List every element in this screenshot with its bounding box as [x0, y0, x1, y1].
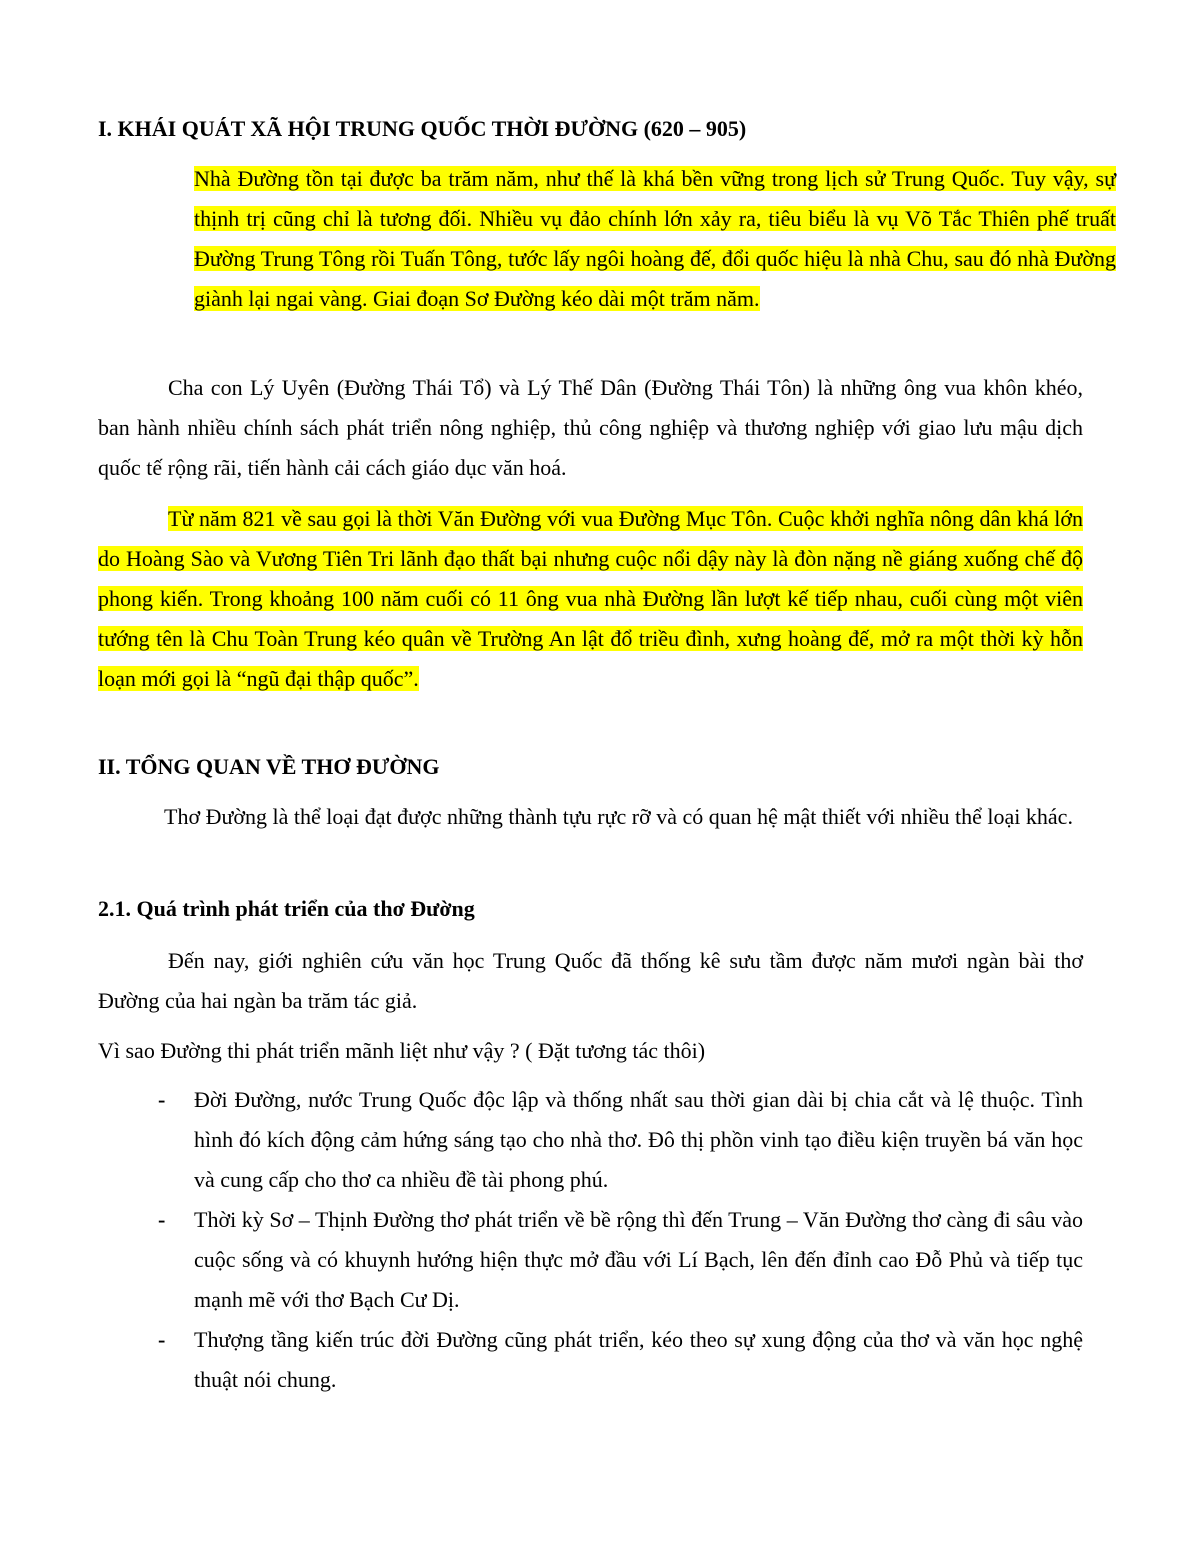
dash-bullet-icon: - — [158, 1207, 166, 1232]
list-item-text: Thượng tầng kiến trúc đời Đường cũng phát triển, kéo theo sự xung động của thơ và văn học nghệ thuật nói chung. — [194, 1327, 1083, 1392]
section2-heading: II. TỔNG QUAN VỀ THƠ ĐƯỜNG — [98, 754, 440, 779]
dash-bullet-icon: - — [158, 1327, 166, 1352]
subsection-2-1-paragraph: Đến nay, giới nghiên cứu văn học Trung Quốc đã thống kê sưu tầm được năm mươi ngàn bài thơ Đường của hai ngàn ba trăm tác giả. — [98, 948, 1083, 1013]
highlighted-text: Từ năm 821 về sau gọi là thời Văn Đường với vua Đường Mục Tôn. Cuộc khởi nghĩa nông dân khá lớn do Hoàng Sào và Vương Tiên Tri lãnh đạo thất bại nhưng cuộc nổi dậy này là đòn nặng nề giáng xuống chế độ phong kiến. Trong khoảng 100 năm cuối có 11 ông vua nhà Đường lần lượt kế tiếp nhau, cuối cùng một viên tướng tên là Chu Toàn Trung kéo quân về Trường An lật đổ triều đình, xưng hoàng đế, mở ra một thời kỳ hỗn loạn mới gọi là “ngũ đại thập quốc”. — [98, 506, 1083, 691]
section1-paragraph-3 — [98, 499, 1083, 699]
highlighted-text: Nhà Đường tồn tại được ba trăm năm, như thế là khá bền vững trong lịch sử Trung Quốc. Tuy vậy, sự thịnh trị cũng chỉ là tương đối. Nhiều vụ đảo chính lớn xảy ra, tiêu biểu là vụ Võ Tắc Thiên phế truất Đường Trung Tông rồi Tuấn Tông, tước lấy ngôi hoàng đế, đổi quốc hiệu là nhà Chu, sau đó nhà Đường giành lại ngai vàng. Giai đoạn Sơ Đường kéo dài một trăm năm. — [194, 166, 1116, 311]
list-item-text: Đời Đường, nước Trung Quốc độc lập và thống nhất sau thời gian dài bị chia cắt và lệ thuộc. Tình hình đó kích động cảm hứng sáng tạo cho nhà thơ. Đô thị phồn vinh tạo điều kiện truyền bá văn học và cung cấp cho thơ ca nhiều đề tài phong phú. — [194, 1087, 1083, 1192]
question-line: Vì sao Đường thi phát triển mãnh liệt như vậy ? ( Đặt tương tác thôi) — [98, 1038, 706, 1063]
list-item — [98, 1320, 1083, 1400]
list-item — [98, 1080, 1083, 1200]
dash-bullet-icon: - — [158, 1087, 166, 1112]
bullet-list — [98, 1080, 1083, 1400]
subsection-2-1-heading: 2.1. Quá trình phát triển của thơ Đường — [98, 896, 475, 921]
section1-heading: I. KHÁI QUÁT XÃ HỘI TRUNG QUỐC THỜI ĐƯỜNG (620 – 905) — [98, 116, 747, 141]
section1-paragraph-2: Cha con Lý Uyên (Đường Thái Tổ) và Lý Thế Dân (Đường Thái Tôn) là những ông vua khôn khéo, ban hành nhiều chính sách phát triển nông nghiệp, thủ công nghiệp và thương nghiệp với giao lưu mậu dịch quốc tế rộng rãi, tiến hành cải cách giáo dục văn hoá. — [98, 375, 1083, 480]
list-item — [98, 1200, 1083, 1320]
section1-paragraph-1 — [194, 159, 1116, 319]
list-item-text: Thời kỳ Sơ – Thịnh Đường thơ phát triển về bề rộng thì đến Trung – Văn Đường thơ càng đi sâu vào cuộc sống và có khuynh hướng hiện thực mở đầu với Lí Bạch, lên đến đỉnh cao Đỗ Phủ và tiếp tục mạnh mẽ với thơ Bạch Cư Dị. — [194, 1207, 1083, 1312]
section2-paragraph-1: Thơ Đường là thể loại đạt được những thành tựu rực rỡ và có quan hệ mật thiết với nhiều thể loại khác. — [164, 804, 1073, 829]
